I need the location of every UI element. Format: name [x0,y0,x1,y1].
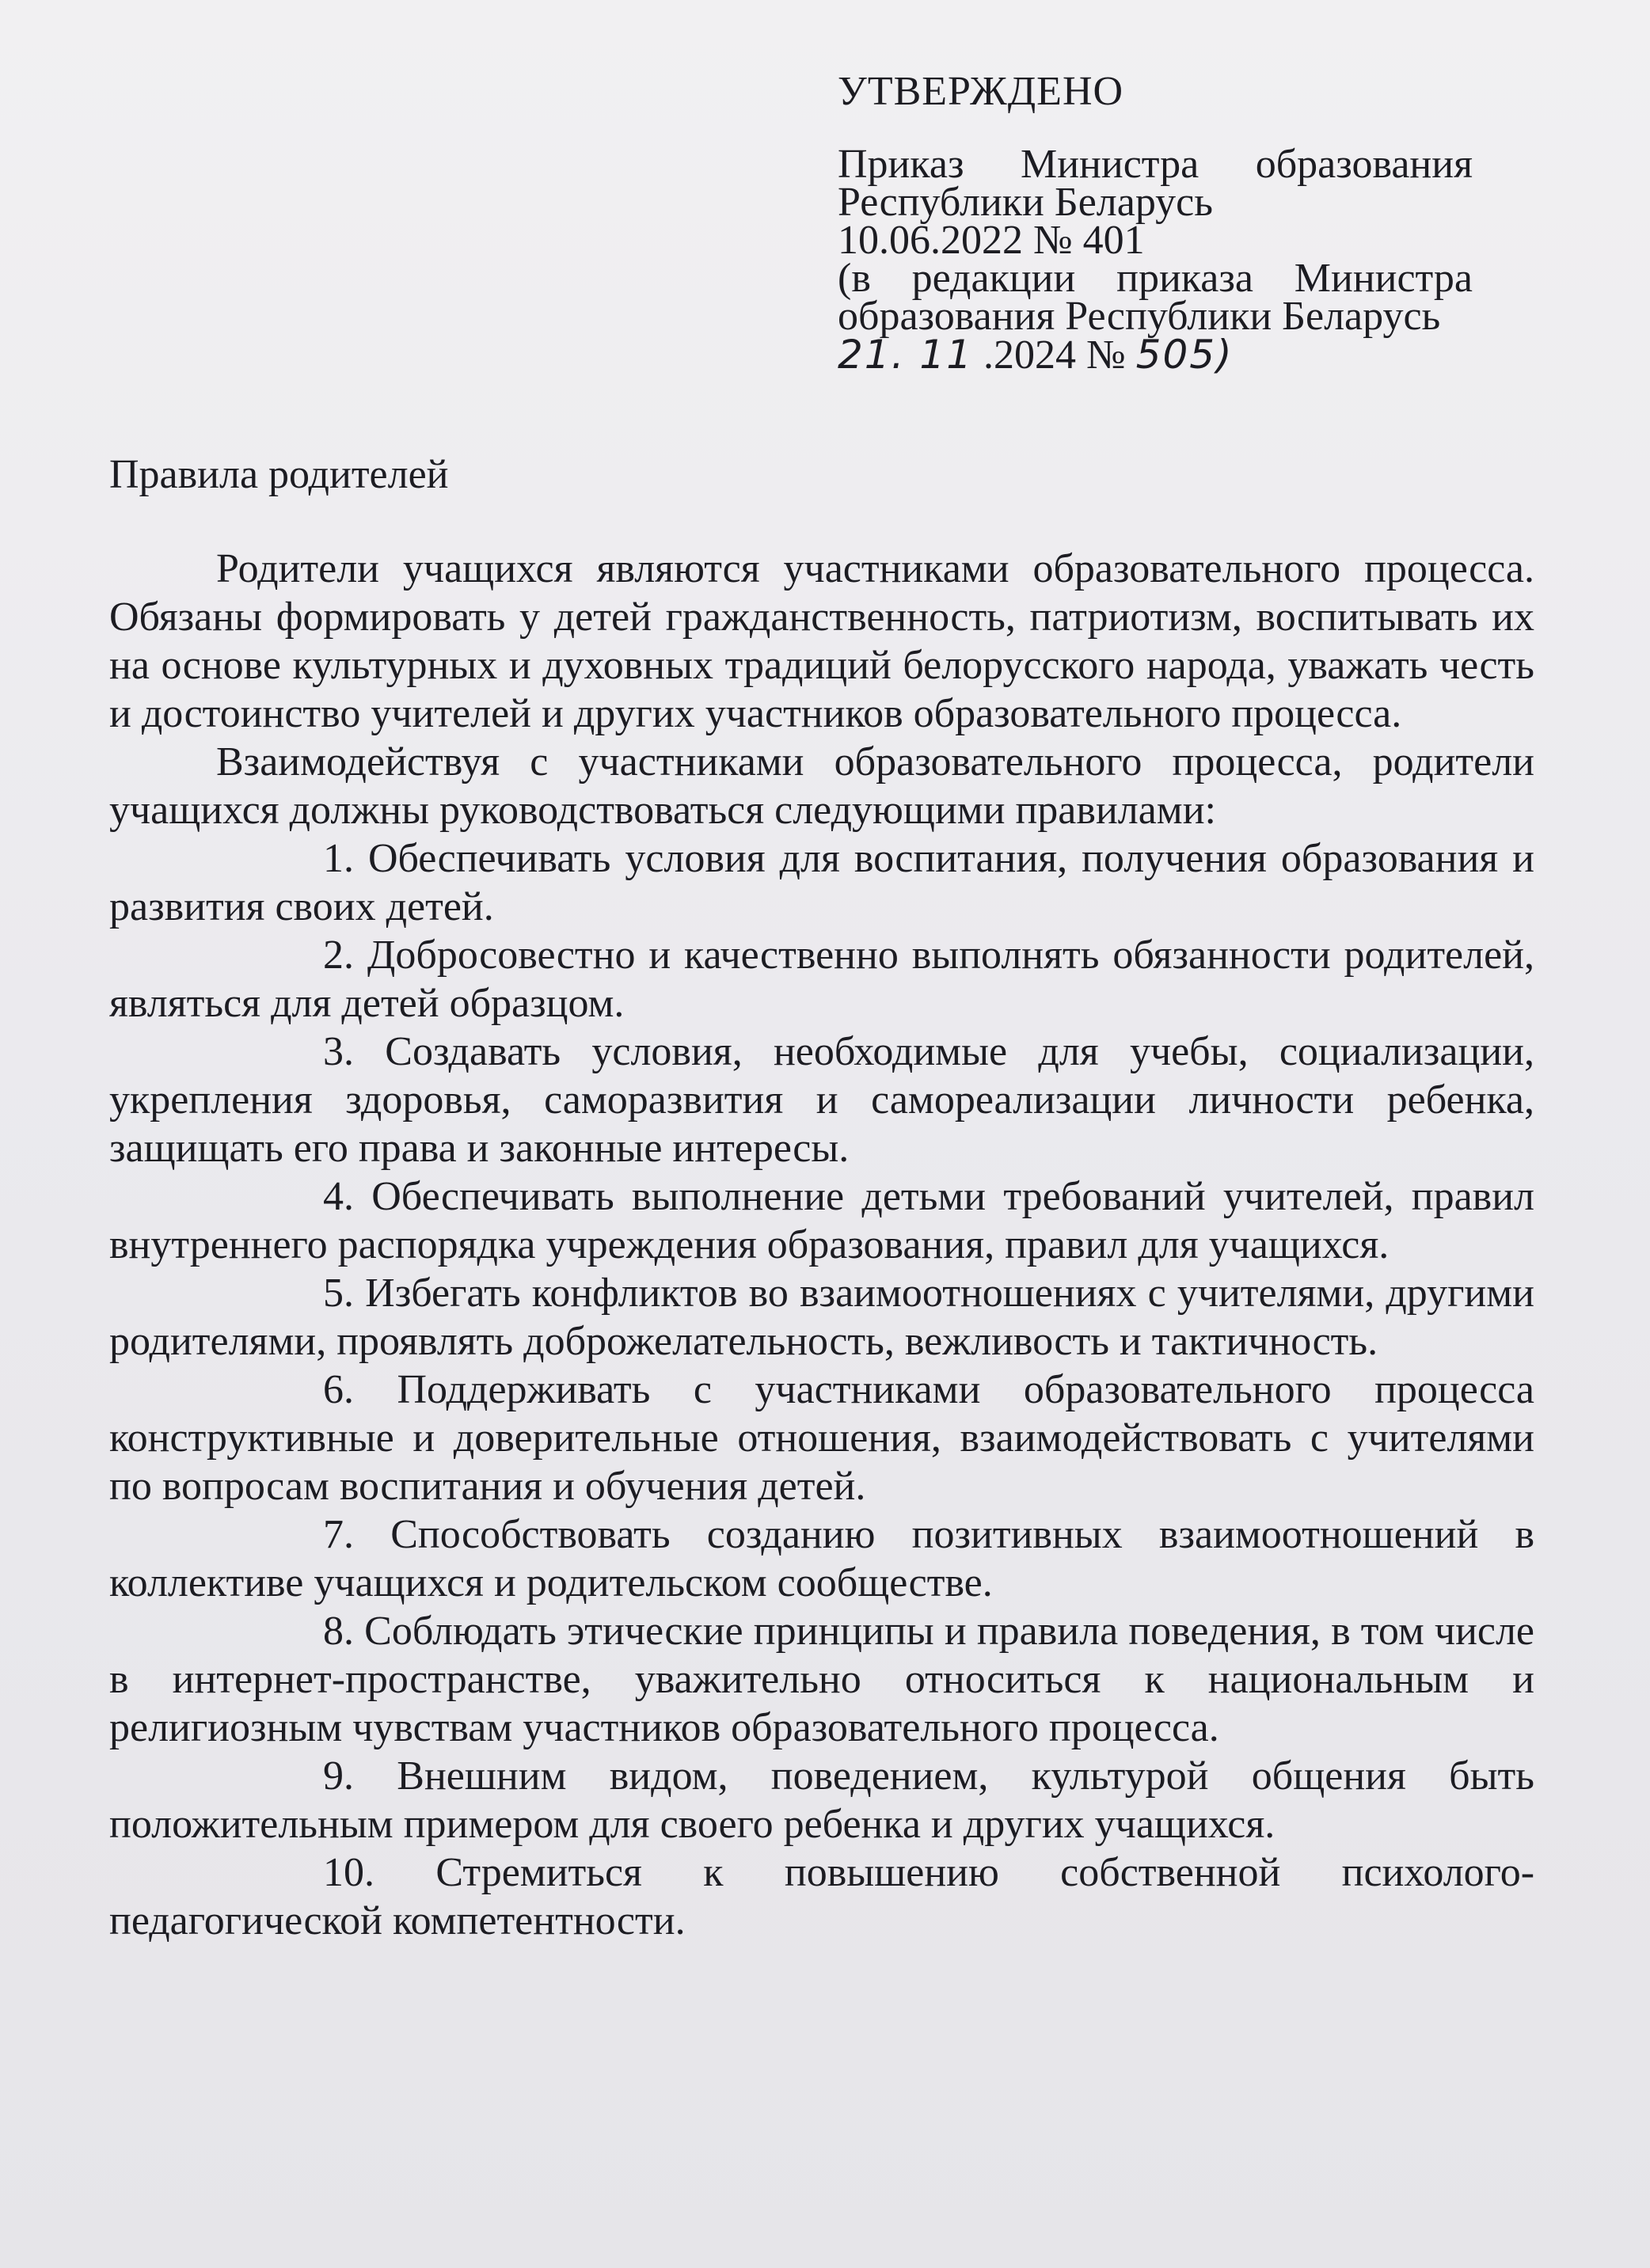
approval-edition-date [838,332,1473,378]
approval-order-line-1: Приказ Министра образования [838,142,1473,187]
rule-number: 10. [323,1850,374,1895]
rule-item [109,1269,1534,1366]
rule-number: 4. [323,1174,354,1219]
rule-number: 9. [323,1753,354,1799]
intro-paragraph: Родители учащихся являются участниками образовательного процесса. Обязаны формировать у детей гражданственность, патриотизм, воспитывать их на основе культурных и духовных традиций белорусского народа, уважать честь и достоинство учителей и других участников образовательного процесса. [109,546,1534,736]
handwritten-order-number: 505) [1135,332,1234,378]
approval-heading: УТВЕРЖДЕНО [838,69,1124,114]
rule-text: Обеспечивать выполнение детьми требований учителей, правил внутреннего распорядка учреждения образования, правил для учащихся. [109,1174,1535,1267]
rule-item [109,931,1534,1028]
rule-text: Способствовать созданию позитивных взаимоотношений в коллективе учащихся и родительском сообществе. [109,1512,1534,1605]
rule-text: Создавать условия, необходимые для учебы, социализации, укрепления здоровья, саморазвития и самореализации личности ребенка, защищать его права и законные интересы. [109,1029,1534,1171]
rule-number: 6. [323,1367,354,1412]
rule-text: Обеспечивать условия для воспитания, получения образования и развития своих детей. [109,836,1534,929]
lead-paragraph: Взаимодействуя с участниками образовательного процесса, родители учащихся должны руководствоваться следующими правилами: [109,739,1534,833]
rule-number: 1. [323,836,354,881]
rule-item [109,1028,1534,1172]
rule-item [109,1607,1534,1752]
handwritten-date: 21. 11 [838,332,974,378]
rule-text: Стремиться к повышению собственной психолого-педагогической компетентности. [109,1850,1535,1943]
rule-text: Соблюдать этические принципы и правила поведения, в том числе в интернет-пространстве, уважительно относиться к национальным и религиозным чувствам участников образовательного процесса. [109,1609,1535,1750]
approval-edition-line-1: (в редакции приказа Министра [838,256,1473,301]
approval-block [838,69,1473,378]
rule-number: 5. [323,1271,354,1316]
rule-text: Внешним видом, поведением, культурой общения быть положительным примером для своего ребенка и других учащихся. [109,1753,1535,1847]
rule-item [109,834,1534,931]
rule-text: Избегать конфликтов во взаимоотношениях с учителями, другими родителями, проявлять доброжелательность, вежливость и тактичность. [109,1271,1534,1364]
rule-number: 8. [323,1609,354,1654]
approval-edition-line-2: образования Республики Беларусь [838,294,1441,339]
rule-number: 2. [323,933,354,978]
rule-item [109,1172,1534,1269]
rule-item [109,1366,1534,1510]
rule-item [109,1848,1534,1945]
rule-number: 3. [323,1029,354,1074]
rule-item [109,1752,1534,1848]
rule-text: Добросовестно и качественно выполнять обязанности родителей, являться для детей образцом. [109,933,1534,1026]
approval-order-line-2: Республики Беларусь [838,180,1213,225]
rule-item [109,1510,1534,1607]
document-body [109,545,1534,1945]
printed-date-suffix: .2024 № [983,332,1126,378]
rule-number: 7. [323,1512,354,1557]
approval-order-line-3: 10.06.2022 № 401 [838,218,1145,263]
document-title: Правила родителей [109,452,449,497]
rule-text: Поддерживать с участниками образовательного процесса конструктивные и доверительные отношения, взаимодействовать с учителями по вопросам воспитания и обучения детей. [109,1367,1534,1509]
